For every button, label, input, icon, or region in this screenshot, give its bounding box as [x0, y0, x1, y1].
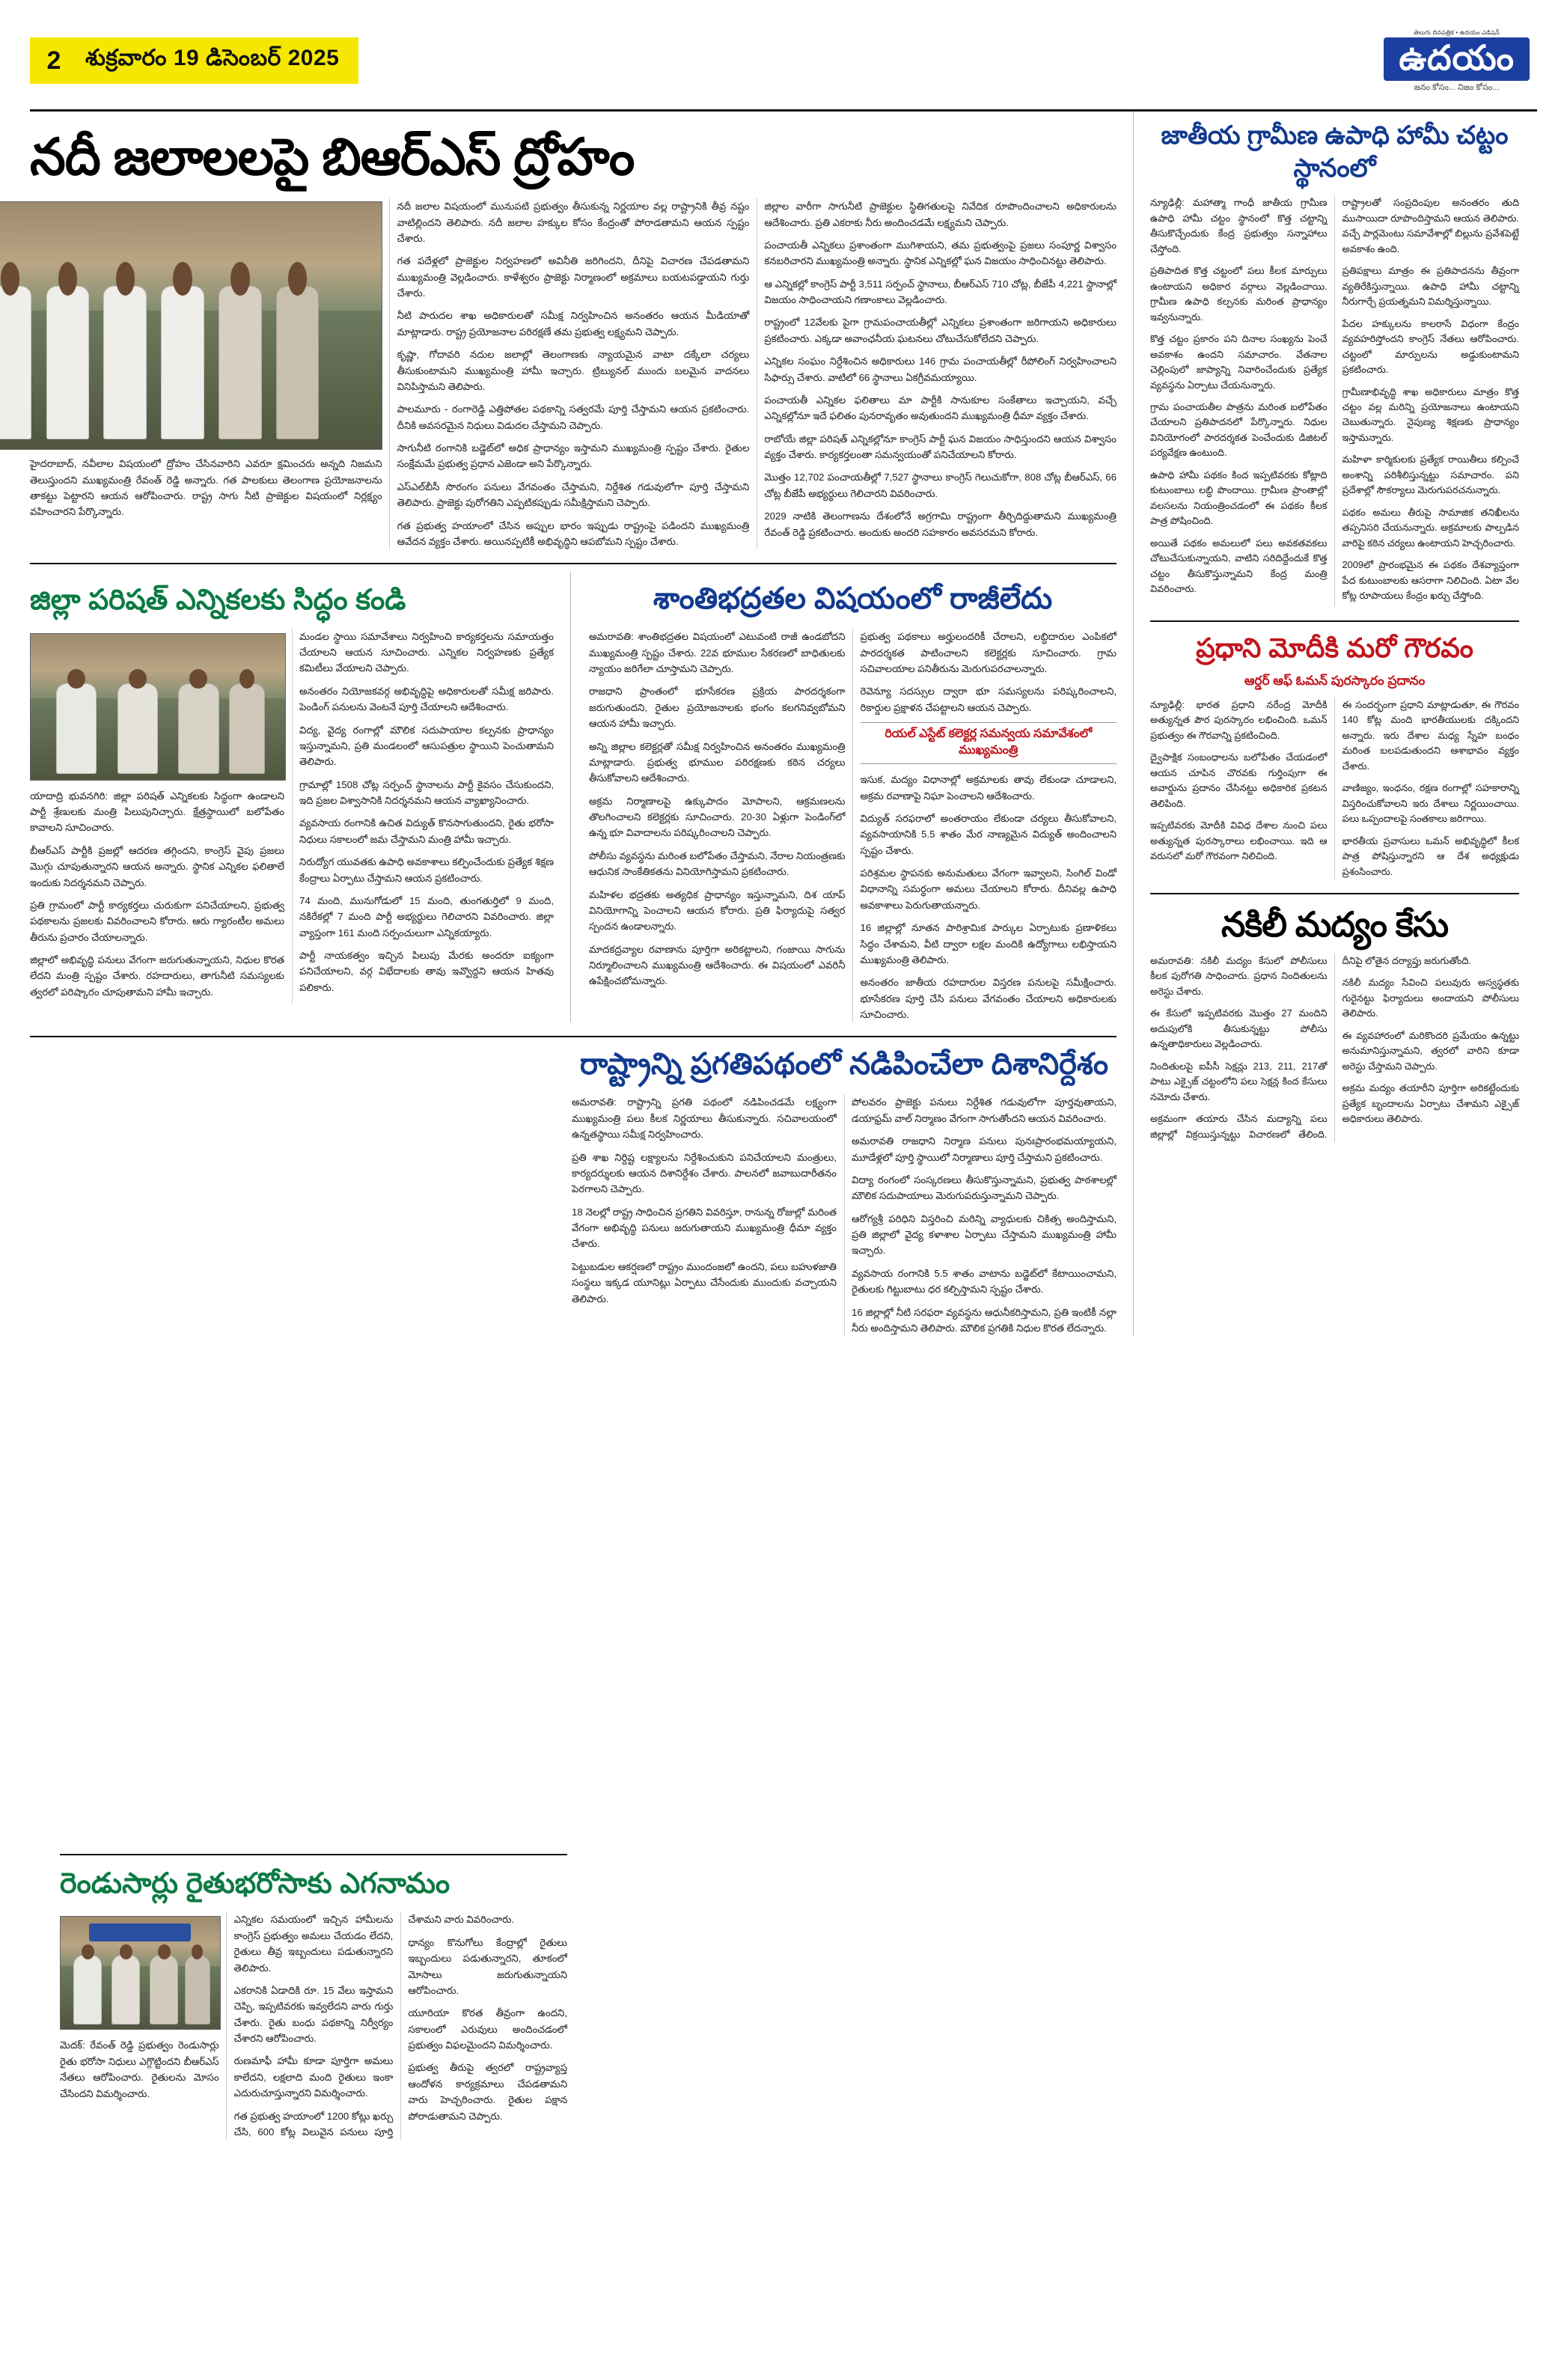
liquor-body: [1150, 953, 1519, 1142]
zptp-paragraph: జిల్లాలో అభివృద్ధి పనులు వేగంగా జరుగుతున్నాయని, నిధుల కొరత లేదని మంత్రి స్పష్టం చేశారు. రహదారులు, తాగునీటి సమస్యలకు త్వరలో పరిష్కారం చూపుతామని హామీ ఇచ్చారు.: [30, 954, 284, 998]
nrega-paragraph: ప్రతిపాదిత కొత్త చట్టంలో పలు కీలక మార్పులు ఉంటాయని అధికార వర్గాలు వెల్లడించాయి. గ్రామీణ ఉపాధి కల్పనకు మరింత ప్రాధాన్యం ఇవ్వనున్నారు.: [1150, 265, 1328, 323]
pragati-paragraph: విద్యా రంగంలో సంస్కరణలు తీసుకొస్తున్నామని, ప్రభుత్వ పాఠశాలల్లో మౌలిక సదుపాయాలు మెరుగుపరుస్తున్నామని చెప్పారు.: [852, 1174, 1117, 1202]
liquor-headline: నకిలీ మద్యం కేసు: [1221, 905, 1448, 945]
lead-paragraph: మొత్తం 12,702 పంచాయతీల్లో 7,527 స్థానాలు కాంగ్రెస్ గెలుచుకోగా, 808 చోట్ల బీఆర్ఎస్, 66 చోట్ల బీజేపీ అభ్యర్థులు గెలిచారని వివరించారు.: [764, 472, 1117, 499]
liquor-paragraph: ఈ కేసులో ఇప్పటివరకు మొత్తం 27 మందిని అదుపులోకి తీసుకున్నట్టు పోలీసు ఉన్నతాధికారులు వెల్లడించారు.: [1150, 1007, 1328, 1050]
photo-figure: [219, 286, 262, 439]
folio-strip: [30, 37, 358, 84]
pragati-paragraph: పోలవరం ప్రాజెక్టు పనులు నిర్దేశిత గడువులోగా పూర్తవుతాయని, డయాఫ్రమ్ వాల్ నిర్మాణం వేగంగా సాగుతోందని ఆయన వివరించారు.: [852, 1096, 1117, 1124]
logo-wordmark: ఉదయం: [1384, 37, 1530, 81]
nrega-paragraph: ప్రతిపక్షాలు మాత్రం ఈ ప్రతిపాదనను తీవ్రంగా వ్యతిరేకిస్తున్నాయి. ఉపాధి హామీ చట్టాన్ని నీరుగార్చే ప్రయత్నమని విమర్శిస్తున్నాయి.: [1342, 265, 1519, 308]
section-divider: [1150, 620, 1519, 622]
liquor-paragraph: అమరావతి: నకిలీ మద్యం కేసులో పోలీసులు కీలక పురోగతి సాధించారు. ప్రధాన నిందితులను అరెస్టు చేశారు.: [1150, 954, 1328, 997]
photo-figure: [73, 1955, 102, 2024]
modi-paragraph: ఇప్పటివరకు మోదీకి వివిధ దేశాల నుంచి పలు అత్యున్నత పురస్కారాలు లభించాయి. ఇది ఆ వరుసలో మరో గౌరవంగా నిలిచింది.: [1150, 820, 1328, 862]
page-number: 2: [30, 37, 78, 84]
pragati-paragraph: 18 నెలల్లో రాష్ట్ర సాధించిన ప్రగతిని వివరిస్తూ, రానున్న రోజుల్లో మరింత వేగంగా అభివృద్ధి పనులు జరుగుతాయని ముఖ్యమంత్రి ధీమా వ్యక్తం చేశారు.: [572, 1206, 837, 1250]
photo-figure: [46, 286, 90, 439]
zptp-paragraph: 74 మంది, మునుగోడులో 15 మంది, తుంగతుర్తిలో 9 మంది, నకిరేకల్లో 7 మంది పార్టీ అభ్యర్థులు గెలిచారని వివరించారు. జిల్లా వ్యాప్తంగా 161 మంది సర్పంచులుగా ఎన్నికయ్యారు.: [299, 894, 554, 939]
photo-figure: [103, 286, 147, 439]
nrega-paragraph: అయితే పథకం అమలులో పలు అవకతవకలు చోటుచేసుకున్నాయని, వాటిని సరిదిద్దేందుకే కొత్త చట్టం తీసుకొస్తున్నామని కేంద్ర మంత్రి వివరించారు.: [1150, 537, 1328, 595]
photo-figure: [117, 683, 158, 774]
lead-paragraph: కృష్ణా, గోదావరి నదుల జలాల్లో తెలంగాణకు న్యాయమైన వాటా దక్కేలా చర్యలు తీసుకుంటామని ముఖ్యమంత్రి హామీ ఇచ్చారు. ట్రిబ్యునల్ ముందు బలమైన వాదనలు వినిపిస్తామని తెలిపారు.: [397, 349, 750, 392]
section-divider: [30, 1036, 1117, 1037]
lead-paragraph: 2029 నాటికి తెలంగాణను దేశంలోనే అగ్రగామి రాష్ట్రంగా తీర్చిదిద్దుతామని ముఖ్యమంత్రి రేవంత్ రెడ్డి ప్రకటించారు. అందుకు అందరి సహకారం అవసరమని కోరారు.: [764, 510, 1117, 538]
main-column: [30, 112, 1134, 2138]
pragati-paragraph: అమరావతి రాజధాని నిర్మాణ పనులు పునఃప్రారంభమయ్యాయని, మూడేళ్లలో పూర్తి స్థాయిలో నిర్మాణాలు పూర్తి చేస్తామని ప్రకటించారు.: [852, 1135, 1117, 1163]
photo-figure: [56, 683, 97, 774]
pragati-paragraph: 16 జిల్లాల్లో నీటి సరఫరా వ్యవస్థను ఆధునీకరిస్తామని, ప్రతి ఇంటికీ నల్లా నీరు అందిస్తామని తెలిపారు. మౌలిక ప్రగతికి నిధుల కొరత లేదన్నారు.: [852, 1306, 1117, 1334]
section-divider: [30, 563, 1117, 564]
shanti-paragraph: అనంతరం జాతీయ రహదారుల విస్తరణ పనులపై సమీక్షించారు. భూసేకరణ పూర్తి చేసి పనులు వేగవంతం చేయాలని అధికారులకు సూచించారు.: [860, 977, 1117, 1021]
photo-figure: [150, 1955, 178, 2024]
shanti-paragraph: అన్ని జిల్లాల కలెక్టర్లతో సమీక్ష నిర్వహించిన అనంతరం ముఖ్యమంత్రి మాట్లాడారు. ప్రభుత్వ భూముల పరిరక్షణకు కఠిన చర్యలు తీసుకోవాలని ఆదేశించారు.: [589, 740, 846, 784]
lead-paragraph: పంచాయతీ ఎన్నికల ఫలితాలు మా పార్టీకి సానుకూల సంకేతాలు ఇచ్చాయని, వచ్చే ఎన్నికల్లోనూ ఇదే ఫలితం పునరావృతం అవుతుందని ముఖ్యమంత్రి ధీమా వ్యక్తం చేశారు.: [764, 394, 1117, 422]
pragati-body: [572, 1094, 1117, 1336]
lead-paragraph: గత ప్రభుత్వ హయాంలో చేసిన అప్పుల భారం ఇప్పుడు రాష్ట్రంపై పడిందని ముఖ్యమంత్రి ఆవేదన వ్యక్తం చేశారు. అయినప్పటికీ అభివృద్ధిని ఆపబోమని స్పష్టం చేశారు.: [397, 519, 750, 547]
rythu-paragraph: మెదక్: రేవంత్ రెడ్డి ప్రభుత్వం రెండుసార్లు రైతు భరోసా నిధులు ఎగ్గొట్టిందని బీఆర్ఎస్ నేతలు ఆరోపించారు. రైతులను మోసం చేసిందని విమర్శించారు.: [60, 2039, 219, 2099]
shanti-paragraph: విద్యుత్ సరఫరాలో అంతరాయం లేకుండా చర్యలు తీసుకోవాలని, వ్యవసాయానికి 5.5 శాతం మేర నాణ్యమైన విద్యుత్ అందించాలని స్పష్టం చేశారు.: [860, 812, 1117, 856]
zptp-paragraph: యాదాద్రి భువనగిరి: జిల్లా పరిషత్ ఎన్నికలకు సిద్ధంగా ఉండాలని పార్టీ శ్రేణులకు మంత్రి పిలుపునిచ్చారు. క్షేత్రస్థాయిలో బలోపేతం కావాలని సూచించారు.: [30, 790, 284, 834]
nrega-paragraph: గ్రామ పంచాయతీల పాత్రను మరింత బలోపేతం చేయాలని ప్రతిపాదనలో పేర్కొన్నారు. నిధుల వినియోగంలో పారదర్శకత పెంచేందుకు డిజిటల్ పర్యవేక్షణ ఉంటుంది.: [1150, 401, 1328, 459]
rythu-paragraph: గత ప్రభుత్వ హయాంలో 1200 కోట్లు ఖర్చు చేసి, 600 కోట్ల విలువైన పనులు పూర్తి చేశామని వారు వివరించారు.: [233, 1914, 515, 2138]
shanti-paragraph: పోలీసు వ్యవస్థను మరింత బలోపేతం చేస్తామని, నేరాల నియంత్రణకు ఆధునిక సాంకేతికతను వినియోగిస్తామని ప్రకటించారు.: [589, 849, 846, 878]
logo-microtext: తెలుగు దినపత్రిక • ఉదయం ఎడిషన్: [1414, 28, 1500, 36]
section-divider: [1150, 893, 1519, 894]
rythu-paragraph: ఎన్నికల సమయంలో ఇచ్చిన హామీలను కాంగ్రెస్ ప్రభుత్వం అమలు చేయడం లేదని, రైతులు తీవ్ర ఇబ్బందులు పడుతున్నారని తెలిపారు.: [233, 1914, 394, 1974]
liquor-paragraph: అక్రమంగా తయారు చేసిన మద్యాన్ని పలు జిల్లాల్లో విక్రయిస్తున్నట్టు విచారణలో తేలింది. దీనిపై లోతైన దర్యాప్తు జరుగుతోంది.: [1150, 954, 1472, 1140]
photo-figure: [161, 286, 204, 439]
lead-paragraph: హైదరాబాద్, నవీలాల విషయంలో ద్రోహం చేసినవారిని ఎవరూ క్షమించరు అన్నది నిజమని తెలుస్తుందని ముఖ్యమంత్రి రేవంత్ రెడ్డి అన్నారు. గత పాలకులు తెలంగాణ ప్రయోజనాలను తాకట్టు పెట్టారని ఆయన ఆరోపించారు. రాష్ట్ర సాగు నీటి ప్రాజెక్టుల విషయంలో నిర్లక్ష్యం వహించారని పేర్కొన్నారు.: [30, 458, 382, 518]
lead-paragraph: ఆ ఎన్నికల్లో కాంగ్రెస్ పార్టీ 3,511 సర్పంచ్ స్థానాలు, బీఆర్ఎస్ 710 చోట్ల, బీజేపీ 4,221 స్థానాల్లో విజయం సాధించాయని గణాంకాలు వెల్లడించారు.: [764, 278, 1117, 306]
shanti-paragraph: రెవెన్యూ సదస్సుల ద్వారా భూ సమస్యలను పరిష్కరించాలని, రికార్డుల ప్రక్షాళన చేపట్టాలని ఆయన చెప్పారు.: [860, 686, 1117, 713]
lead-paragraph: సాగునీటి రంగానికి బడ్జెట్‌లో అధిక ప్రాధాన్యం ఇస్తామని ముఖ్యమంత్రి స్పష్టం చేశారు. రైతుల సంక్షేమమే ప్రభుత్వ ప్రధాన ఎజెండా అని పేర్కొన్నారు.: [397, 442, 750, 470]
zptp-paragraph: గ్రామాల్లో 1508 చోట్ల సర్పంచ్ స్థానాలను పార్టీ కైవసం చేసుకుందని, ఇది ప్రజల విశ్వాసానికి నిదర్శనమని ఆయన వ్యాఖ్యానించారు.: [299, 778, 554, 807]
pragati-paragraph: వ్యవసాయ రంగానికి 5.5 శాతం వాటాను బడ్జెట్‌లో కేటాయించామని, రైతులకు గిట్టుబాటు ధర కల్పిస్తామని స్పష్టం చేశారు.: [852, 1267, 1117, 1296]
nrega-paragraph: మహిళా కార్మికులకు ప్రత్యేక రాయితీలు కల్పించే అంశాన్ని పరిశీలిస్తున్నట్టు సమాచారం. పని ప్రదేశాల్లో సౌకర్యాలు మెరుగుపరచనున్నారు.: [1342, 454, 1519, 496]
rythu-article: [60, 1840, 584, 2140]
zptp-paragraph: విద్య, వైద్య రంగాల్లో మౌలిక సదుపాయాల కల్పనకు ప్రాధాన్యం ఇస్తున్నామని, ప్రతి మండలంలో ఆసుపత్రుల స్థాయిని పెంచుతామని తెలిపారు.: [299, 724, 554, 768]
modi-paragraph: న్యూఢిల్లీ: భారత ప్రధాని నరేంద్ర మోదీకి అత్యున్నత పౌర పురస్కారం లభించింది. ఒమన్ ప్రభుత్వం ఈ గౌరవాన్ని ప్రకటించింది.: [1150, 698, 1328, 741]
liquor-paragraph: ఈ వ్యవహారంలో మరికొందరి ప్రమేయం ఉన్నట్టు అనుమానిస్తున్నామని, త్వరలో వారిని కూడా అరెస్టు చేస్తామని చెప్పారు.: [1342, 1029, 1519, 1072]
rythu-paragraph: రుణమాఫీ హామీ కూడా పూర్తిగా అమలు కాలేదని, లక్షలాది మంది రైతులు ఇంకా ఎదురుచూస్తున్నారని విమర్శించారు.: [233, 2055, 394, 2099]
rythu-paragraph: ధాన్యం కొనుగోలు కేంద్రాల్లో రైతులు ఇబ్బందులు పడుతున్నారని, తూకంలో మోసాలు జరుగుతున్నాయని ఆరోపించారు.: [408, 1936, 567, 1996]
section-divider: [60, 1854, 567, 1855]
photo-figure: [276, 286, 320, 439]
modi-paragraph: వాణిజ్యం, ఇంధనం, రక్షణ రంగాల్లో సహకారాన్ని విస్తరించుకోవాలని ఇరు దేశాలు నిర్ణయించాయి. పలు ఒప్పందాలపై సంతకాలు జరిగాయి.: [1342, 782, 1519, 825]
modi-paragraph: ఈ సందర్భంగా ప్రధాని మాట్లాడుతూ, ఈ గౌరవం 140 కోట్ల మంది భారతీయులకు దక్కిందని అన్నారు. ఇరు దేశాల మధ్య స్నేహ బంధం మరింత బలపడుతుందని ఆశాభావం వ్యక్తం చేశారు.: [1342, 698, 1519, 772]
nrega-headline: జాతీయ గ్రామీణ ఉపాధి హామీ చట్టం స్థానంలో: [1161, 121, 1509, 183]
shanti-article: [589, 572, 1117, 1022]
shanti-paragraph: 16 జిల్లాల్లో నూతన పారిశ్రామిక పార్కుల ఏర్పాటుకు ప్రణాళికలు సిద్ధం చేశామని, వీటి ద్వారా లక్షల మందికి ఉద్యోగాలు లభిస్తాయని ముఖ్యమంత్రి తెలిపారు.: [860, 922, 1117, 965]
lead-photo: [0, 201, 382, 450]
shanti-paragraph: మహిళల భద్రతకు అత్యధిక ప్రాధాన్యం ఇస్తున్నామని, దిశ యాప్ వినియోగాన్ని పెంచాలని ఆయన కోరారు. ప్రతి ఫిర్యాదుపై సత్వర స్పందన ఉండాలన్నారు.: [589, 888, 846, 933]
rythu-photo: [60, 1916, 221, 2030]
photo-figure: [229, 683, 265, 774]
lead-paragraph: నీటి పారుదల శాఖ అధికారులతో సమీక్ష నిర్వహించిన అనంతరం ఆయన మీడియాతో మాట్లాడారు. రాష్ట్ర ప్రయోజనాల పరిరక్షణే తమ ప్రభుత్వ లక్ష్యమని చెప్పారు.: [397, 310, 750, 338]
publication-logo: [1384, 30, 1537, 92]
pragati-article: [572, 1045, 1117, 1336]
modi-headline: ప్రధాని మోదీకి మరో గౌరవం: [1196, 632, 1473, 664]
zptp-paragraph: ప్రతి గ్రామంలో పార్టీ కార్యకర్తలు చురుకుగా పనిచేయాలని, ప్రభుత్వ పథకాలను ప్రజలకు వివరించాలని కోరారు. ఆరు గ్యారంటీల అమలు తీరును ప్రచారం చేయాలన్నారు.: [30, 899, 284, 943]
nrega-paragraph: ఉపాధి హామీ పథకం కింద ఇప్పటివరకు కోట్లాది కుటుంబాలు లబ్ధి పొందాయి. గ్రామీణ ప్రాంతాల్లో వలసలను నియంత్రించడంలో ఈ పథకం కీలక పాత్ర పోషించింది.: [1150, 469, 1328, 527]
modi-paragraph: ద్వైపాక్షిక సంబంధాలను బలోపేతం చేయడంలో ఆయన చూపిన చొరవకు గుర్తింపుగా ఈ అవార్డును ప్రదానం చేసినట్టు అధికారిక ప్రకటన తెలిపింది.: [1150, 751, 1328, 809]
mid-section: [30, 572, 1117, 1022]
zptp-article: [30, 572, 571, 1022]
pragati-paragraph: ఆరోగ్యశ్రీ పరిధిని విస్తరించి మరిన్ని వ్యాధులకు చికిత్స అందిస్తామని, ప్రతి జిల్లాలో వైద్య కళాశాల ఏర్పాటు చేస్తామని ముఖ్యమంత్రి హామీ ఇచ్చారు.: [852, 1212, 1117, 1257]
shanti-paragraph: అమరావతి: శాంతిభద్రతల విషయంలో ఎటువంటి రాజీ ఉండబోదని ముఖ్యమంత్రి స్పష్టం చేశారు. 22వ భూముల సేకరణలో బాధితులకు న్యాయం జరిగేలా చూస్తామని చెప్పారు.: [589, 631, 846, 675]
pragati-paragraph: పెట్టుబడుల ఆకర్షణలో రాష్ట్రం ముందంజలో ఉందని, పలు బహుళజాతి సంస్థలు ఇక్కడ యూనిట్లు ఏర్పాటు చేసేందుకు ముందుకు వచ్చాయని తెలిపారు.: [572, 1260, 837, 1305]
lead-paragraph: పంచాయతీ ఎన్నికలు ప్రశాంతంగా ముగిశాయని, తమ ప్రభుత్వంపై ప్రజలు సంపూర్ణ విశ్వాసం కనబరిచారని ముఖ్యమంత్రి అన్నారు. స్థానిక ఎన్నికల్లో ఘన విజయం సాధించినట్టు తెలిపారు.: [764, 239, 1117, 267]
lead-paragraph: జిల్లాల వారీగా సాగునీటి ప్రాజెక్టుల స్థితిగతులపై నివేదిక రూపొందించాలని అధికారులను ఆదేశించారు. ప్రతి ఎకరాకు నీరు అందించడమే లక్ష్యమని చెప్పారు.: [764, 201, 1117, 228]
pragati-paragraph: అమరావతి: రాష్ట్రాన్ని ప్రగతి పథంలో నడిపించడమే లక్ష్యంగా ముఖ్యమంత్రి పలు కీలక నిర్ణయాలు తీసుకున్నారు. సచివాలయంలో ఉన్నతస్థాయి సమీక్ష నిర్వహించారు.: [572, 1096, 837, 1141]
nrega-paragraph: గ్రామీణాభివృద్ధి శాఖ అధికారులు మాత్రం కొత్త చట్టం వల్ల మరిన్ని ప్రయోజనాలు ఉంటాయని చెబుతున్నారు. నైపుణ్య శిక్షణకు ప్రాధాన్యం ఇస్తామన్నారు.: [1342, 385, 1519, 443]
lead-article-body: [30, 198, 1117, 549]
shanti-paragraph: మాదకద్రవ్యాల రవాణాను పూర్తిగా అరికట్టాలని, గంజాయి సాగును నిర్మూలించాలని ముఖ్యమంత్రి ఆదేశించారు. ఈ విషయంలో ఎవరినీ ఉపేక్షించబోమన్నారు.: [589, 943, 846, 987]
zptp-paragraph: నిరుద్యోగ యువతకు ఉపాధి అవకాశాలు కల్పించేందుకు ప్రత్యేక శిక్షణ కేంద్రాలు ఏర్పాటు చేస్తామని ఆయన ప్రకటించారు.: [299, 856, 554, 884]
lead-headline: నదీ జలాలలపై బిఆర్ఎస్ ద్రోహం: [30, 129, 635, 186]
liquor-paragraph: నిందితులపై ఐపీసీ సెక్షన్లు 213, 211, 217తో పాటు ఎక్సైజ్ చట్టంలోని పలు సెక్షన్ల కింద కేసులు నమోదు చేశారు.: [1150, 1060, 1328, 1102]
zptp-paragraph: వ్యవసాయ రంగానికి ఉచిత విద్యుత్ కొనసాగుతుందని, రైతు భరోసా నిధులు సకాలంలో జమ చేస్తామని మంత్రి హామీ ఇచ్చారు.: [299, 817, 554, 845]
shanti-paragraph: ఇసుక, మద్యం విధానాల్లో అక్రమాలకు తావు లేకుండా చూడాలని, అక్రమ రవాణాపై నిఘా పెంచాలని ఆదేశించారు.: [860, 774, 1117, 802]
shanti-paragraph: రాజధాని ప్రాంతంలో భూసేకరణ ప్రక్రియ పారదర్శకంగా జరుగుతుందని, రైతుల ప్రయోజనాలకు భంగం కలగనివ్వబోమని ఆయన హామీ ఇచ్చారు.: [589, 686, 846, 730]
liquor-paragraph: నకిలీ మద్యం సేవించి పలువురు అస్వస్థతకు గురైనట్టు ఫిర్యాదులు అందాయని పోలీసులు తెలిపారు.: [1342, 977, 1519, 1019]
photo-figure: [112, 1955, 140, 2024]
zptp-paragraph: మండల స్థాయి సమావేశాలు నిర్వహించి కార్యకర్తలను సమాయత్తం చేయాలని ఆయన సూచించారు. ఎన్నికల నిర్వహణకు ప్రత్యేక కమిటీలు వేయాలని చెప్పారు.: [299, 630, 554, 674]
zptp-photo: [30, 633, 286, 781]
zptp-body: [30, 629, 554, 1005]
nrega-paragraph: కొత్త చట్టం ప్రకారం పని దినాల సంఖ్యను పెంచే అవకాశం ఉందని సమాచారం. వేతనాల చెల్లింపులో జాప్యాన్ని నివారించేందుకు ప్రత్యేక వ్యవస్థను ఏర్పాటు చేయనున్నారు.: [1150, 333, 1328, 391]
nrega-paragraph: 2009లో ప్రారంభమైన ఈ పథకం దేశవ్యాప్తంగా పేద కుటుంబాలకు ఆసరాగా నిలిచింది. ఏటా వేల కోట్ల రూపాయలు కేంద్రం ఖర్చు చేస్తోంది.: [1342, 559, 1519, 602]
modi-paragraph: భారతీయ ప్రవాసులు ఒమన్ అభివృద్ధిలో కీలక పాత్ర పోషిస్తున్నారని ఆ దేశ అధ్యక్షుడు ప్రశంసించారు.: [1342, 834, 1519, 877]
lead-paragraph: గత పదేళ్లలో ప్రాజెక్టుల నిర్వహణలో అవినీతి జరిగిందని, దీనిపై విచారణ చేపడతామని ముఖ్యమంత్రి వెల్లడించారు. కాళేశ్వరం ప్రాజెక్టు నిర్మాణంలో అక్రమాలు బయటపడ్డాయని గుర్తు చేశారు.: [397, 255, 750, 299]
zptp-headline: జిల్లా పరిషత్ ఎన్నికలకు సిద్ధం కండి: [30, 585, 406, 617]
shanti-paragraph: అక్రమ నిర్మాణాలపై ఉక్కుపాదం మోపాలని, ఆక్రమణలను తొలగించాలని కలెక్టర్లకు సూచించారు. 20-30 ఏళ్లుగా పెండింగ్‌లో ఉన్న భూ వివాదాలను పరిష్కరించాలని చెప్పారు.: [589, 795, 846, 839]
nrega-paragraph: న్యూఢిల్లీ: మహాత్మా గాంధీ జాతీయ గ్రామీణ ఉపాధి హామీ చట్టం స్థానంలో కొత్త చట్టాన్ని తీసుకొచ్చేందుకు కేంద్ర ప్రభుత్వం సన్నాహాలు చేస్తోంది.: [1150, 197, 1328, 254]
pragati-headline: రాష్ట్రాన్ని ప్రగతిపథంలో నడిపించేలా దిశానిర్దేశం: [579, 1048, 1109, 1081]
shanti-paragraph: ప్రభుత్వ పథకాలు అర్హులందరికీ చేరాలని, లబ్ధిదారుల ఎంపికలో పారదర్శకత పాటించాలని కలెక్టర్లకు సూచించారు. గ్రామ సచివాలయాల పనితీరును మెరుగుపరచాలన్నారు.: [860, 631, 1117, 675]
rythu-body: [60, 1911, 567, 2140]
nrega-body: [1150, 195, 1519, 607]
rythu-paragraph: యూరియా కొరత తీవ్రంగా ఉందని, సకాలంలో ఎరువులు అందించడంలో ప్రభుత్వం విఫలమైందని విమర్శించారు.: [408, 2007, 567, 2051]
shanti-body: [589, 629, 1117, 1022]
zptp-paragraph: పార్టీ నాయకత్వం ఇచ్చిన పిలుపు మేరకు అందరూ ఐక్యంగా పనిచేయాలని, వర్గ విభేదాలకు తావు ఇవ్వొద్దని ఆయన హితవు పలికారు.: [299, 950, 554, 993]
shanti-headline: శాంతిభద్రతల విషయంలో రాజీలేదు: [653, 582, 1053, 616]
photo-figure: [178, 683, 219, 774]
liquor-paragraph: అక్రమ మద్యం తయారీని పూర్తిగా అరికట్టేందుకు ప్రత్యేక బృందాలను ఏర్పాటు చేశామని ఎక్సైజ్ అధికారులు తెలిపారు.: [1342, 1082, 1519, 1125]
shanti-subhead: రియల్ ఎస్టేట్ కలెక్టర్ల సమన్వయ సమావేశంలో ముఖ్యమంత్రి: [861, 722, 1117, 764]
pragati-paragraph: ప్రతి శాఖ నిర్దిష్ట లక్ష్యాలను నిర్దేశించుకుని పనిచేయాలని మంత్రులు, కార్యదర్శులకు ఆయన దిశానిర్దేశం చేశారు. పాలనలో జవాబుదారీతనం పెరగాలని చెప్పారు.: [572, 1151, 837, 1195]
lead-paragraph: ఎస్‌ఎల్‌బీసీ సొరంగం పనులు వేగవంతం చేస్తామని, నిర్దేశిత గడువులోగా పూర్తి చేస్తామని తెలిపారు. ప్రాజెక్టు పురోగతిని ఎప్పటికప్పుడు సమీక్షిస్తామని చెప్పారు.: [397, 480, 750, 509]
lead-paragraph: రాష్ట్రంలో 12వేలకు పైగా గ్రామపంచాయతీల్లో ఎన్నికలు ప్రశాంతంగా జరిగాయని అధికారులు ప్రకటించారు. ఎక్కడా అవాంఛనీయ ఘటనలు చోటుచేసుకోలేదని చెప్పారు.: [764, 317, 1117, 344]
nrega-paragraph: రాష్ట్రాలతో సంప్రదింపుల అనంతరం తుది ముసాయిదా రూపొందిస్తామని ఆయన తెలిపారు. వచ్చే పార్లమెంటు సమావేశాల్లో బిల్లును ప్రవేశపెట్టే అవకాశం ఉంది.: [1342, 197, 1519, 254]
date-line: శుక్రవారం 19 డిసెంబర్ 2025: [78, 37, 358, 84]
photo-figure: [185, 1955, 210, 2024]
lead-paragraph: నదీ జలాల విషయంలో మునుపటి ప్రభుత్వం తీసుకున్న నిర్ణయాల వల్ల రాష్ట్రానికి తీవ్ర నష్టం వాటిల్లిందని తెలిపారు. నదీ జలాల హక్కుల కోసం కేంద్రంతో పోరాడతామని ఆయన స్పష్టం చేశారు.: [397, 201, 750, 244]
page-content: [30, 112, 1537, 2138]
rythu-paragraph: ప్రభుత్వ తీరుపై త్వరలో రాష్ట్రవ్యాప్త ఆందోళన కార్యక్రమాలు చేపడతామని వారు హెచ్చరించారు. రైతుల పక్షాన పోరాడుతామని చెప్పారు.: [408, 2062, 567, 2122]
right-column: [1134, 112, 1519, 1336]
lead-paragraph: పాలమూరు - రంగారెడ్డి ఎత్తిపోతల పథకాన్ని సత్వరమే పూర్తి చేస్తామని ఆయన ప్రకటించారు. దీనికి అవసరమైన నిధులు విడుదల చేస్తామని చెప్పారు.: [397, 403, 750, 431]
shanti-paragraph: పరిశ్రమల స్థాపనకు అనుమతులు వేగంగా ఇవ్వాలని, సింగిల్ విండో విధానాన్ని సమర్థంగా అమలు చేయాలని కోరారు. దీనివల్ల ఉపాధి అవకాశాలు పెరుగుతాయన్నారు.: [860, 867, 1117, 911]
rythu-paragraph: ఎకరానికి ఏడాదికి రూ. 15 వేలు ఇస్తామని చెప్పి, ఇప్పటివరకు ఇవ్వలేదని వారు గుర్తు చేశారు. రైతు బంధు పథకాన్ని నిర్వీర్యం చేశారని ఆరోపించారు.: [233, 1984, 394, 2045]
photo-figure: [0, 286, 31, 439]
nrega-paragraph: పేదల హక్కులను కాలరాసే విధంగా కేంద్రం వ్యవహరిస్తోందని కాంగ్రెస్ నేతలు ఆరోపించారు. చట్టంలో మార్పులను అడ్డుకుంటామని ప్రకటించారు.: [1342, 317, 1519, 376]
newspaper-page: [0, 16, 1567, 2380]
modi-body: [1150, 698, 1519, 879]
zptp-paragraph: బీఆర్ఎస్ పార్టీకి ప్రజల్లో ఆదరణ తగ్గిందని, కాంగ్రెస్ వైపు ప్రజలు మొగ్గు చూపుతున్నారని ఆయన అన్నారు. స్థానిక ఎన్నికల ఫలితాలే ఇందుకు నిదర్శనమని చెప్పారు.: [30, 844, 284, 888]
zptp-paragraph: అనంతరం నియోజకవర్గ అభివృద్ధిపై అధికారులతో సమీక్ష జరిపారు. పెండింగ్ పనులను వెంటనే పూర్తి చేయాలని ఆదేశించారు.: [299, 685, 554, 713]
lead-paragraph: ఎన్నికల సంఘం నిర్దేశించిన అధికారులు 146 గ్రామ పంచాయతీల్లో రీపోలింగ్ నిర్వహించాలని సిఫార్సు చేశారు. వాటిలో 66 స్థానాలు ఏకగ్రీవమయ్యాయి.: [764, 356, 1117, 383]
lead-paragraph: రాబోయే జిల్లా పరిషత్ ఎన్నికల్లోనూ కాంగ్రెస్ పార్టీ ఘన విజయం సాధిస్తుందని ఆయన విశ్వాసం వ్యక్తం చేశారు. కార్యకర్తలంతా సమన్వయంతో పనిచేయాలని కోరారు.: [764, 433, 1117, 461]
nrega-paragraph: పథకం అమలు తీరుపై సామాజిక తనిఖీలను తప్పనిసరి చేయనున్నారు. అక్రమాలకు పాల్పడిన వారిపై కఠిన చర్యలు ఉంటాయని హెచ్చరించారు.: [1342, 506, 1519, 549]
modi-kicker: ఆర్డర్ ఆఫ్ ఓమన్ పురస్కారం ప్రదానం: [1244, 673, 1426, 688]
logo-tagline: జనం కోసం... నిజం కోసం...: [1414, 82, 1500, 92]
masthead: [30, 16, 1537, 105]
rythu-headline: రెండుసార్లు రైతుభరోసాకు ఎగనామం: [60, 1868, 450, 1900]
photo-banner: [89, 1923, 191, 1941]
